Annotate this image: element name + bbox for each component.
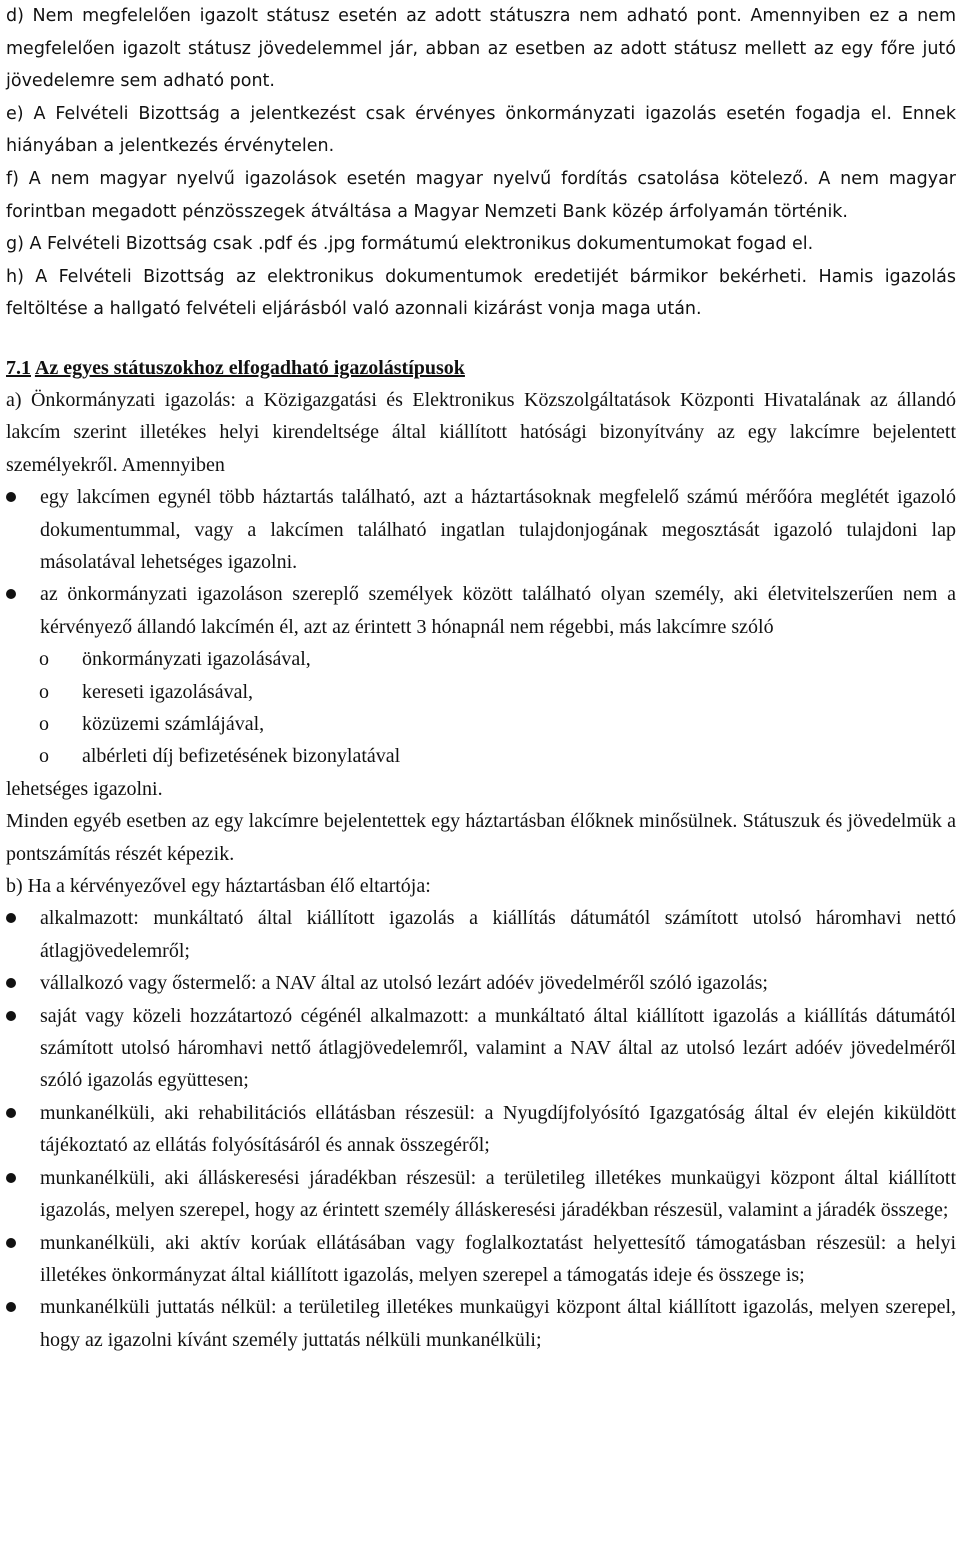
paragraph-a-closing: Minden egyéb esetben az egy lakcímre bejelentettek egy háztartásban élőknek minősülnek. Státuszuk és jövedelmük a pontszámítás részét képezik.: [6, 810, 956, 865]
sub-list-item-text: önkormányzati igazolásával,: [82, 648, 311, 671]
list-item: [6, 1291, 956, 1356]
b-bullet-list: [6, 902, 956, 1356]
bullet-icon: [6, 1011, 16, 1021]
list-item-text: az önkormányzati igazoláson szereplő személyek között található olyan személy, aki életvitelszerűen nem a kérvényező állandó lakcímén él, azt az érintett 3 hónapnál nem régebbi, más lakcímre szóló: [40, 583, 956, 638]
list-item: [6, 481, 956, 578]
bullet-icon: [6, 1108, 16, 1118]
list-item: [6, 1000, 956, 1097]
list-item: [6, 1227, 956, 1292]
paragraph-e: e) A Felvételi Bizottság a jelentkezést csak érvényes önkormányzati igazolás esetén fogadja el. Ennek hiányában a jelentkezés érvénytelen.: [6, 103, 956, 157]
bullet-icon: [6, 1238, 16, 1248]
sub-list-item-text: közüzemi számlájával,: [82, 713, 265, 735]
sub-list-item: [6, 643, 956, 675]
paragraph-a-intro: a) Önkormányzati igazolás: a Közigazgatási és Elektronikus Közszolgáltatások Központi Hivatalának az állandó lakcím szerint illetékes helyi kirendeltsége által kiállított hatósági bizonyítvány az egy lakcímre bejelentett személyekről. Amennyiben: [6, 388, 956, 476]
list-item-text: munkanélküli, aki álláskeresési járadékban részesül: a területileg illetékes munkaügyi központ által kiállított igazolás, melyen szerepel, hogy az érintett személy álláskeresési járadékban részesül, valamint a járadék összege;: [40, 1166, 956, 1222]
list-item-text: munkanélküli juttatás nélkül: a területileg illetékes munkaügyi központ által kiállított igazolás, melyen szerepel, hogy az igazolni kívánt személy juttatás nélküli munkanélküli;: [40, 1296, 956, 1351]
sub-bullet-marker: o: [39, 713, 49, 735]
list-item: [6, 967, 956, 999]
sub-list-item: [6, 740, 956, 772]
section-heading: [6, 352, 956, 384]
list-item-text: egy lakcímen egynél több háztartás található, azt a háztartásoknak megfelelő számú mérőóra meglétét igazoló dokumentummal, vagy a lakcímen található ingatlan tulajdonjogának megosztását igazoló tulajdoni lap másolatával lehetséges igazolni.: [40, 486, 956, 573]
list-item: [6, 1097, 956, 1162]
section-number: 7.1: [6, 356, 31, 379]
paragraph-f: f) A nem magyar nyelvű igazolások esetén magyar nyelvű fordítás csatolása kötelező. A nem magyar forintban megadott pénzösszegek átváltása a Magyar Nemzeti Bank közép árfolyamán történik.: [6, 168, 956, 222]
bullet-icon: [6, 1173, 16, 1183]
bullet-icon: [6, 492, 16, 502]
sub-bullet-marker: o: [39, 648, 49, 671]
bullet-icon: [6, 913, 16, 923]
sub-list-item: [6, 676, 956, 708]
list-item-text: alkalmazott: munkáltató által kiállított igazolás a kiállítás dátumától számított utolsó háromhavi nettó átlagjövedelemről;: [40, 907, 956, 962]
sub-bullet-marker: o: [39, 680, 49, 703]
bullet-icon: [6, 589, 16, 599]
list-item-text: saját vagy közeli hozzátartozó cégénél alkalmazott: a munkáltató által kiállított igazolás a kiállítás dátumától számított utolsó háromhavi nettő átlagjövedelemről, valamint a NAV által az utolsó lezárt adóév jövedelméről szóló igazolás együttesen;: [40, 1004, 956, 1092]
paragraph-h: h) A Felvételi Bizottság az elektronikus dokumentumok eredetijét bármikor bekérheti. Hamis igazolás feltöltése a hallgató felvételi eljárásból való azonnali kizárást vonja maga után.: [6, 266, 956, 320]
document-page: [6, 0, 956, 1356]
bullet-icon: [6, 1302, 16, 1312]
paragraph-g: g) A Felvételi Bizottság csak .pdf és .jpg formátumú elektronikus dokumentumokat fogad el.: [6, 234, 814, 255]
paragraph-d: d) Nem megfelelően igazolt státusz esetén az adott státuszra nem adható pont. Amennyiben ez a nem megfelelően igazolt státusz jövedelemmel jár, abban az esetben az adott státusz mellett az egy főre jutó jövedelemre sem adható pont.: [6, 6, 956, 92]
a-sub-list: [6, 643, 956, 773]
list-item-text: munkanélküli, aki aktív korúak ellátásában vagy foglalkoztatást helyettesítő támogatásban részesül: a helyi illetékes önkormányzat által kiállított igazolás, melyen szerepel a támogatás ideje és összege is;: [40, 1231, 956, 1286]
sub-list-item-text: kereseti igazolásával,: [82, 680, 254, 703]
sub-list-item-text: albérleti díj befizetésének bizonylatával: [82, 745, 401, 768]
sub-list-item: [6, 708, 956, 740]
paragraph-b-intro: b) Ha a kérvényezővel egy háztartásban élő eltartója:: [6, 875, 431, 898]
bullet-icon: [6, 978, 16, 988]
list-item: [6, 578, 956, 643]
list-item-text: vállalkozó vagy őstermelő: a NAV által az utolsó lezárt adóév jövedelméről szóló igazolás;: [40, 972, 768, 995]
list-item: [6, 1162, 956, 1227]
paragraph-a-after: lehetséges igazolni.: [6, 777, 163, 800]
list-item-text: munkanélküli, aki rehabilitációs ellátásban részesül: a Nyugdíjfolyósító Igazgatóság által év elején kiküldött tájékoztató az ellátás folyósításáról és annak összegéről;: [40, 1101, 956, 1157]
section-title: Az egyes státuszokhoz elfogadható igazolástípusok: [34, 356, 465, 379]
sub-bullet-marker: o: [39, 745, 49, 768]
a-bullet-list: [6, 481, 956, 643]
list-item: [6, 902, 956, 967]
